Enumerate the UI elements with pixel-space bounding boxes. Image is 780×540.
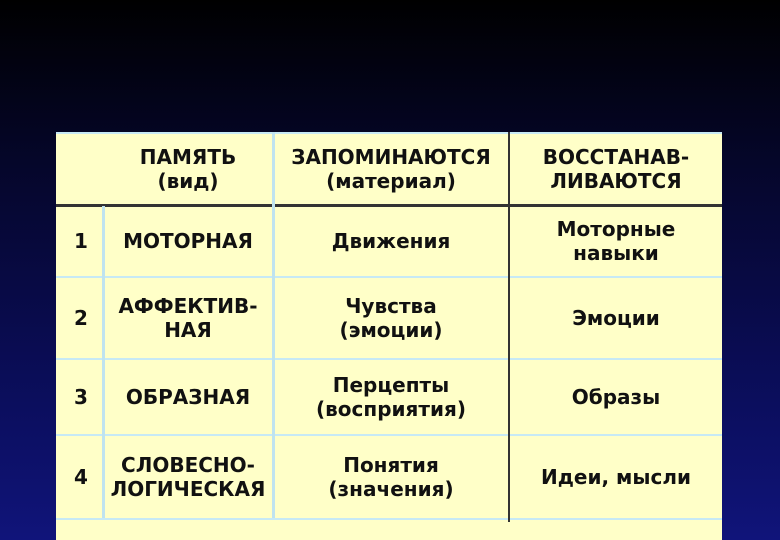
row-3-number: 3 (74, 385, 88, 409)
row-4-material: Понятия (значения) (328, 453, 454, 501)
row-divider-1 (56, 276, 722, 278)
row-3-memory-type: ОБРАЗНАЯ (125, 385, 251, 409)
row-divider-2 (56, 358, 722, 360)
row-1-restored: Моторные навыки (556, 217, 676, 265)
col-divider-2 (508, 132, 510, 522)
memory-types-table (56, 132, 722, 540)
header-divider (56, 204, 722, 207)
row-4-restored: Идеи, мысли (541, 465, 691, 489)
row-4-number: 4 (74, 465, 88, 489)
row-1-memory-type: МОТОРНАЯ (123, 229, 253, 253)
row-1-number: 1 (74, 229, 88, 253)
row-2-material: Чувства (эмоции) (339, 294, 443, 342)
header-memory-type: ПАМЯТЬ (вид) (139, 145, 237, 193)
row-3-restored: Образы (571, 385, 661, 409)
col-divider-num (102, 206, 105, 518)
row-2-restored: Эмоции (572, 306, 660, 330)
row-2-number: 2 (74, 306, 88, 330)
table-top-border (56, 132, 722, 134)
col-divider-1 (272, 132, 275, 518)
row-4-memory-type: СЛОВЕСНО- ЛОГИЧЕСКАЯ (110, 453, 266, 501)
row-divider-3 (56, 434, 722, 436)
row-3-material: Перцепты (восприятия) (316, 373, 466, 421)
row-2-memory-type: АФФЕКТИВ- НАЯ (118, 294, 258, 342)
header-restored: ВОССТАНАВ- ЛИВАЮТСЯ (542, 145, 690, 193)
row-1-material: Движения (331, 229, 451, 253)
header-memorized-material: ЗАПОМИНАЮТСЯ (материал) (291, 145, 491, 193)
row-divider-4 (56, 518, 722, 520)
